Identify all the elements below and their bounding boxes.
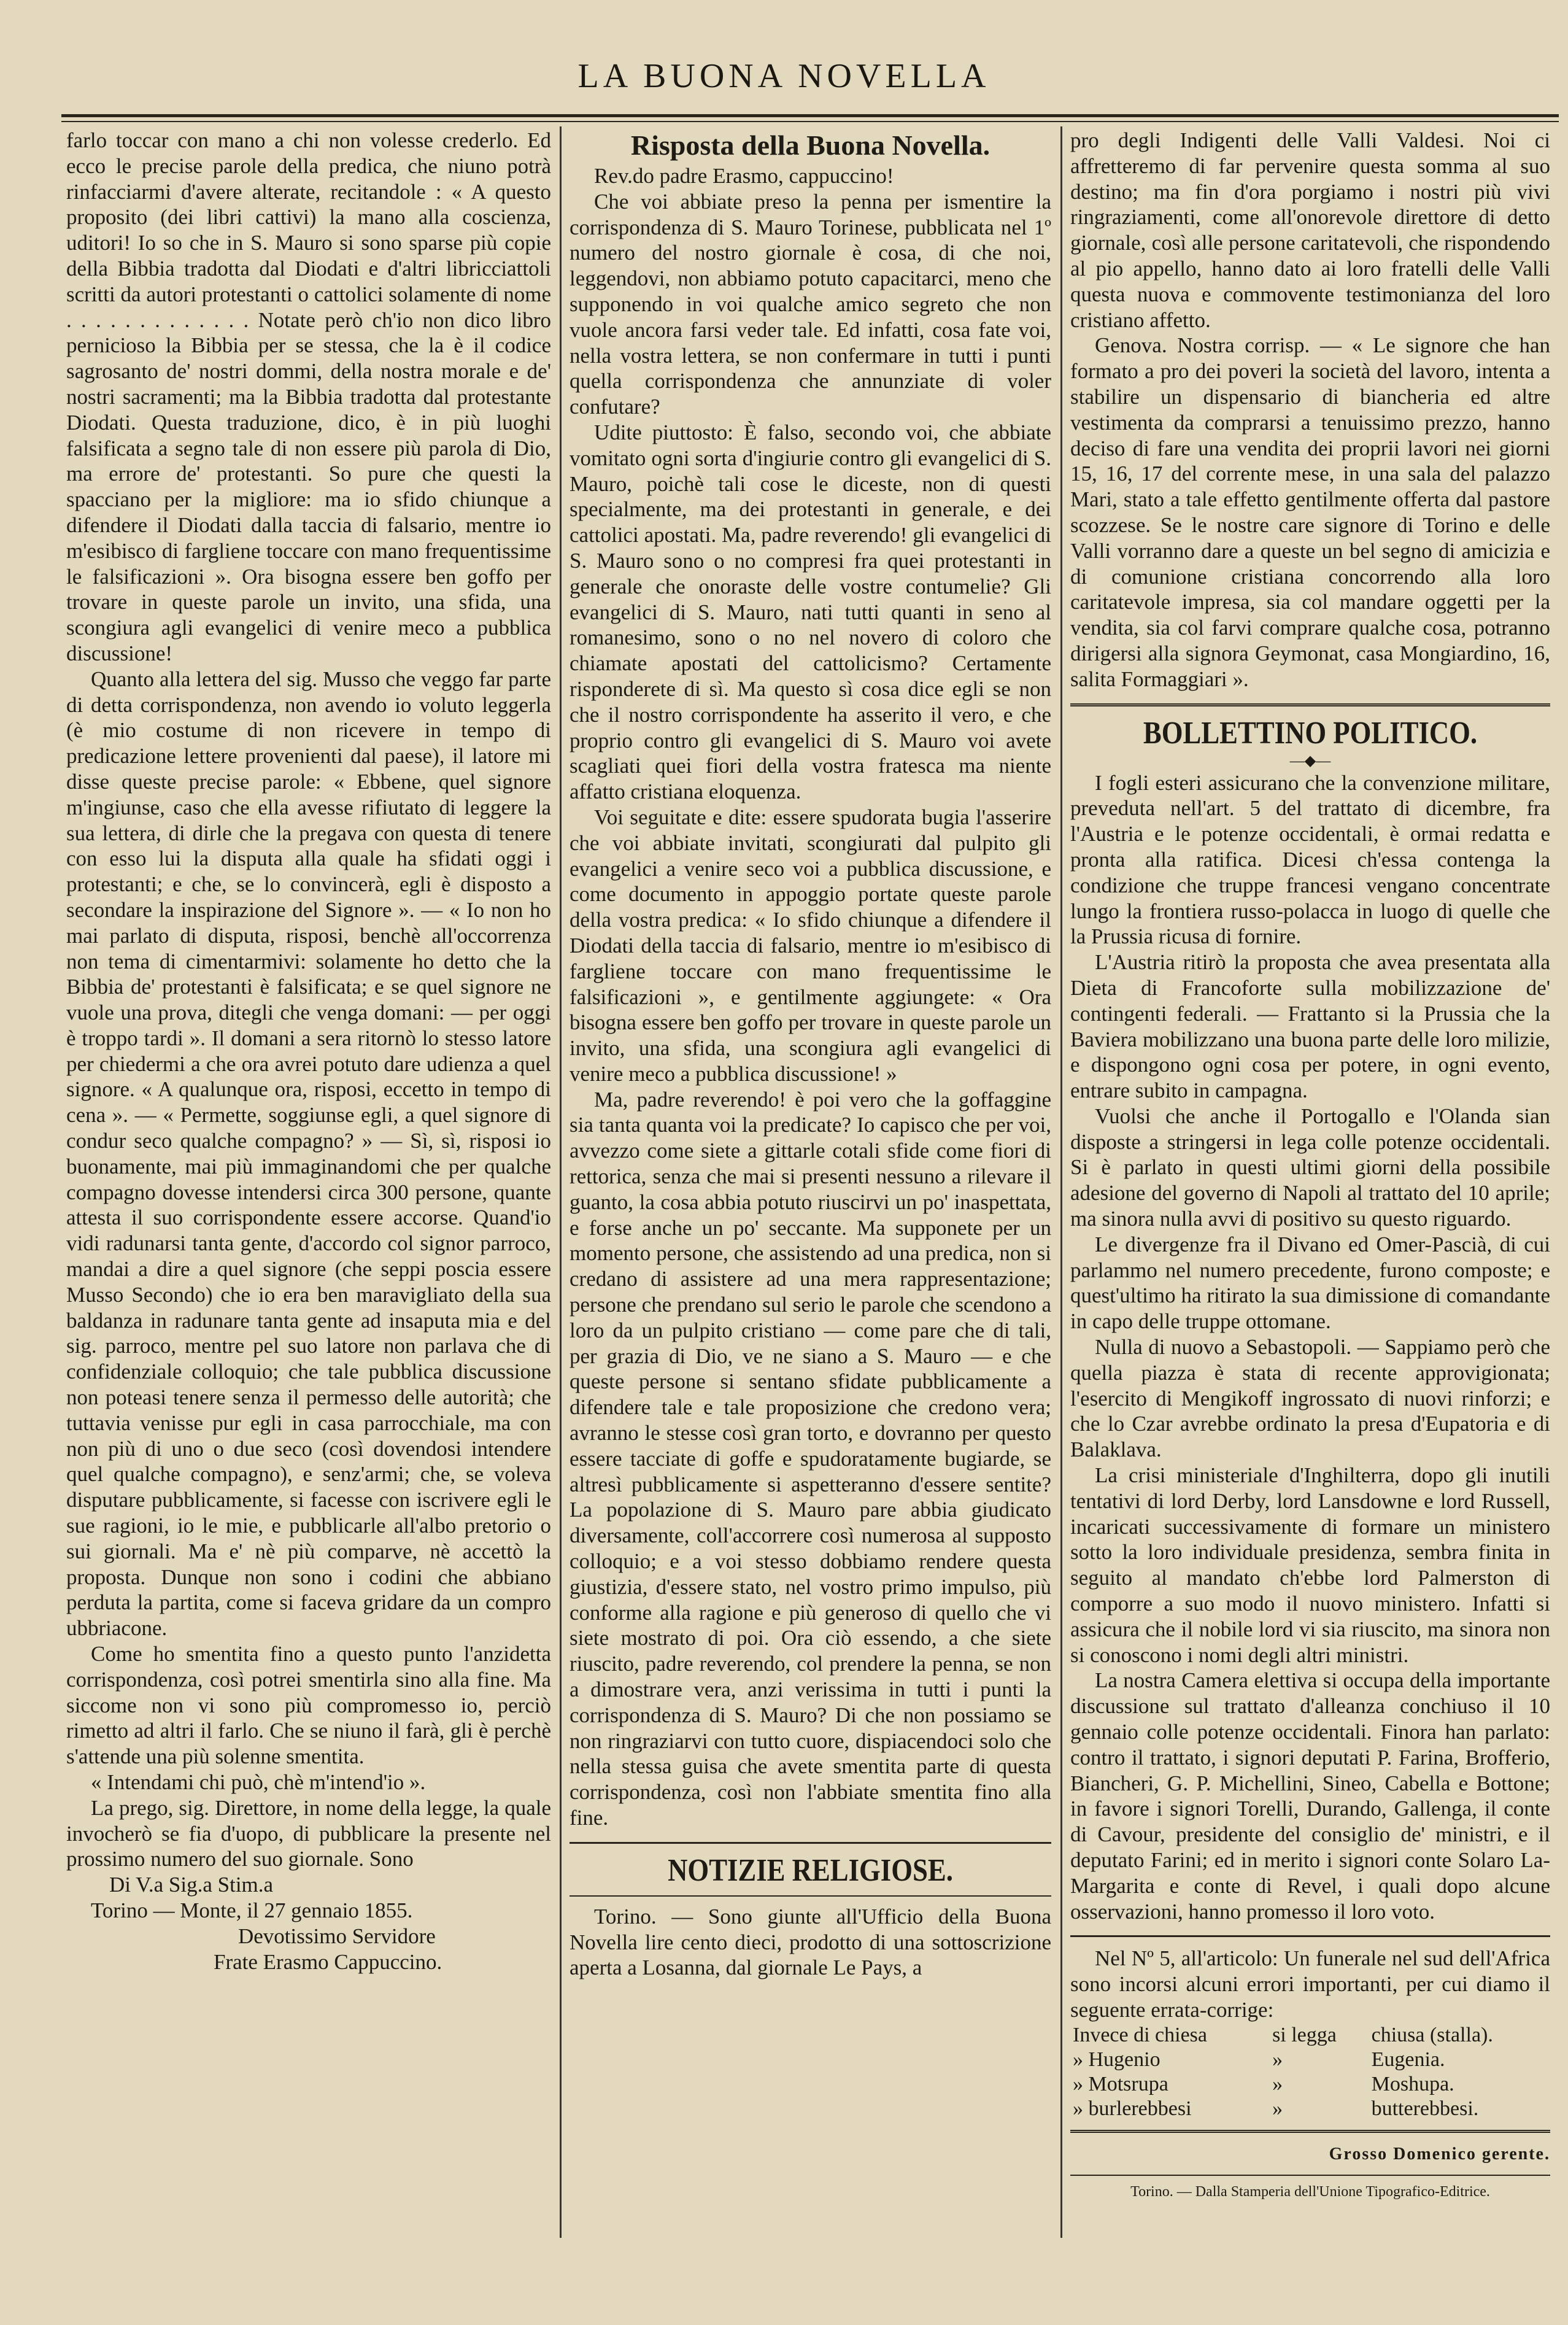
bollettino-paragraph: La nostra Camera elettiva si occupa della importante discussione sul trattato d'alleanza conchiuso il 10 gennaio colle potenze occidentali. Finora han parlato: contro il trattato, i signori deputati P. Farina, Brofferio, Biancheri, G. P. Michellini, Sineo, Cabella e Bottone; in favore i signori Torelli, Durando, Gallenga, il conte di Cavour, presidente del consiglio de' ministri, e il deputato Farini; ed in merito i signori conte Solaro La-Margarita e conte di Revel, i quali dopo alcune osservazioni, hanno promesso il loro voto. [1070, 1668, 1550, 1924]
errata-wrong: » Motsrupa [1073, 2072, 1168, 2095]
col3-paragraph: Genova. Nostra corrisp. — « Le signore che han formato a pro dei poveri la società del lavoro, intenta a stabilire un dispensario di biancheria ed altre vestimenta da comprarsi a tenuissimo prezzo, hanno deciso di fare una vendita dei proprii lavori nei giorni 15, 16, 17 del corrente mese, in una sala del palazzo Mari, stato a tale effetto gentilmente offerta dal pastore scozzese. Se le nostre care signore di Torino e delle Valli vorranno dare a queste un bel segno di amicizia e di comunione cristiana concorrendo alla loro caritatevole impresa, sia col mandare oggetti per la vendita, sia col farvi comprare qualche cosa, potranno dirigersi alla signora Geymonat, casa Mongiardino, 16, salita Formaggiari ». [1070, 333, 1550, 691]
bollettino-paragraph: L'Austria ritirò la proposta che avea presentata alla Dieta di Francoforte sulla mobilizzazione de' contingenti federali. — Frattanto si la Prussia che la Baviera mobilizzano una buona parte delle loro milizie, e dispongono ogni cosa per potere, in ogni evento, entrare subito in campagna. [1070, 950, 1550, 1103]
col1-paragraph: Come ho smentita fino a questo punto l'anzidetta corrispondenza, così potrei smentirla sino alla fine. Ma siccome non vi sono più compromesso io, perciò rimetto ad altri il farlo. Che se niuno il farà, gli è perchè s'attende una più solenne smentita. [66, 1642, 551, 1769]
errata-table [1070, 2023, 1550, 2121]
errata-marker: » [1272, 2048, 1283, 2071]
letter-devoted: Devotissimo Servidore [238, 1924, 436, 1948]
masthead-title: LA BUONA NOVELLA [577, 57, 991, 95]
errata-marker: si legga [1272, 2023, 1337, 2046]
errata-correct: Moshupa. [1371, 2072, 1454, 2095]
errata-row [1070, 2048, 1550, 2072]
col1-paragraph: farlo toccar con mano a chi non volesse crederlo. Ed ecco le precise parole della predica, che niuno potrà rinfacciarmi d'avere alterate, recitandole : « A questo proposito (dei libri cattivi) la mano alla coscienza, uditori! Io so che in S. Mauro si sono sparse più copie della Bibbia tradotta dal Diodati e d'altri libricciattoli scritti da autori protestanti o cattolici solamente di nome . . . . . . . . . . . . . Notate però ch'io non dico libro pernicioso la Bibbia per se stessa, che la è il codice sagrosanto de' nostri dommi, della nostra morale e de' nostri sacramenti; ma la Bibbia tradotta dal protestante Diodati. Questa traduzione, dico, è in più luoghi falsificata a segno tale di non essere più parola di Dio, ma errore de' protestanti. So pure che questi la spacciano per la migliore: ma io sfido chiunque a difendere il Diodati dalla taccia di falsario, mentre io m'esibisco di fargliene toccare con mano frequentissime le falsificazioni ». Ora bisogna essere ben goffo per trovare in queste parole un invito, una sfida, una scongiura agli evangelici di venire meco a pubblica discussione! [66, 128, 551, 665]
section-rule [570, 1895, 1051, 1897]
column-2 [570, 128, 1051, 1981]
col1-paragraph: La prego, sig. Direttore, in nome della legge, la quale invocherò se fia d'uopo, di pubblicare la presente nel prossimo numero del suo giornale. Sono [66, 1795, 551, 1871]
column-1 [66, 128, 551, 1975]
errata-wrong: » burlerebbesi [1073, 2097, 1192, 2120]
errata-correct: butterebbesi. [1371, 2097, 1479, 2120]
bollettino-paragraph: I fogli esteri assicurano che la convenzione militare, preveduta nell'art. 5 del trattato di dicembre, fra l'Austria e le potenze occidentali, è ormai redatta e pronta alla ratifica. Dicesi ch'essa contenga la condizione che truppe francesi vengano concentrate lungo la frontiera russo-polacca in luogo di quelle che la Prussia ricusa di fornire. [1070, 770, 1550, 949]
col1-quote: « Intendami chi può, chè m'intend'io ». [91, 1770, 426, 1794]
section-rule [570, 1842, 1051, 1844]
bollettino-paragraph: Vuolsi che anche il Portogallo e l'Olanda sian disposte a stringersi in lega colle potenze occidentali. Si è parlato in questi ultimi giorni della possibile adesione del governo di Napoli al trattato del 10 aprile; ma sinora nulla avvi di positivo su questo riguardo. [1070, 1104, 1550, 1231]
notizie-paragraph: Torino. — Sono giunte all'Ufficio della Buona Novella lire cento dieci, prodotto di una sottoscrizione aperta a Losanna, dal giornale Le Pays, a [570, 1904, 1051, 1980]
errata-row [1070, 2023, 1550, 2048]
bollettino-paragraph: Le divergenze fra il Divano ed Omer-Pascià, di cui parlammo nel numero precedente, furono composte; e quest'ultimo ha ritirato la sua dimissione di comandante in capo delle truppe ottomane. [1070, 1232, 1550, 1334]
column-3 [1070, 128, 1550, 2205]
errata-wrong: » Hugenio [1073, 2048, 1161, 2071]
ornament-divider: —◆— [1289, 752, 1331, 769]
printer-line: Torino. — Dalla Stamperia dell'Unione Tipografico-Editrice. [1130, 2183, 1490, 2200]
errata-wrong: Invece di chiesa [1073, 2023, 1207, 2046]
section-rule [1070, 2130, 1550, 2133]
errata-row [1070, 2097, 1550, 2121]
gerente-line: Grosso Domenico gerente. [1329, 2144, 1550, 2164]
letter-closing: Di V.a Sig.a Stim.a [109, 1873, 274, 1897]
bollettino-paragraph: Nulla di nuovo a Sebastopoli. — Sappiamo però che quella piazza è stata di recente approvigionata; l'esercito di Mengikoff ingrossato di nuovi rinforzi; e che lo Czar avrebbe ordinato la presa d'Eupatoria e di Balaklava. [1070, 1335, 1550, 1462]
errata-correct: chiusa (stalla). [1371, 2023, 1493, 2046]
reply-salutation: Rev.do padre Erasmo, cappuccino! [594, 164, 894, 188]
letter-place-date: Torino — Monte, il 27 gennaio 1855. [91, 1898, 413, 1922]
reply-title: Risposta della Buona Novella. [630, 130, 991, 161]
col3-paragraph: pro degli Indigenti delle Valli Valdesi. Noi ci affretteremo di far pervenire questa somma al suo destino; ma fin d'ora porgiamo i nostri più vivi ringraziamenti, come all'onorevole direttore di detto giornale, così alle persone caritatevoli, che rispondendo al pio appello, hanno dato ai loro fratelli delle Valli questa nuova e commovente testimonianza del loro cristiano affetto. [1070, 128, 1550, 332]
errata-correct: Eugenia. [1371, 2048, 1445, 2071]
letter-signature: Frate Erasmo Cappuccino. [214, 1949, 442, 1974]
reply-paragraph: Voi seguitate e dite: essere spudorata bugia l'asserire che voi abbiate invitati, scongiurati dal pulpito gli evangelici a venire seco voi a pubblica discussione, e come documento in appoggio portate queste parole della vostra predica: « Io sfido chiunque a difendere il Diodati della taccia di falsario, mentre io m'esibisco di fargliene toccare con mano frequentissime le falsificazioni », e gentilmente aggiungete: « Ora bisogna essere ben goffo per trovare in queste parole un invito, una sfida, una scongiura agli evangelici di venire meco a pubblica discussione! » [570, 805, 1051, 1086]
errata-row [1070, 2072, 1550, 2097]
col1-paragraph: Quanto alla lettera del sig. Musso che veggo far parte di detta corrispondenza, non avendo io voluto leggerla (è mio costume di non ricevere in tempo di predicazione lettere provenienti dal paese), il latore mi disse queste precise parole: « Ebbene, quel signore m'ingiunse, caso che ella avesse rifiutato di leggere la sua lettera, di dirle che la pregava con questa di tenere con esso lui la disputa alla quale ha sfidati oggi i protestanti; e che, se lo convincerà, egli è disposto a secondare la inspirazione del Signore ». — « Io non ho mai parlato di disputa, risposi, benchè all'occorrenza non tema di cimentarmivi: solamente ho detto che la Bibbia de' protestanti è falsificata; e se quel signore ne vuole una prova, ditegli che venga domani: — per oggi è troppo tardi ». Il domani a sera ritornò lo stesso latore per chiedermi a che ora avrei potuto dare udienza a quel signore. « A qualunque ora, risposi, eccetto in tempo di cena ». — « Permette, soggiunse egli, a quel signore di condur seco qualche compagno? » — Sì, sì, risposi io buonamente, mai più immaginandomi che per qualche compagno dovesse intendersi circa 300 persone, quante attesta il suo corrispondente essere accorse. Quand'io vidi radunarsi tanta gente, d'accordo col signor parroco, mandai a dire a quel signore (che seppi poscia essere Musso Secondo) che io era ben maravigliato della sua baldanza in radunare tanta gente ad insaputa mia e del sig. parroco, mentre pel suo latore non parlava che di confidenziale colloquio; che tale pubblica discussione non poteasi tenere senza il permesso delle autorità; che tuttavia venisse pur egli in casa parrocchiale, ma con non più di uno o due seco (così dovendosi intendere quel qualche compagno), e senz'armi; che, se voleva disputare pubblicamente, si facesse con iscrivere egli le sue ragioni, io le mie, e pubblicarle all'albo pretorio o sui giornali. Ma e' nè più comparve, nè accettò la proposta. Dunque non sono i codini che abbiano perduta la partita, come si faceva gridare da un compro ubbriacone. [66, 667, 551, 1641]
section-rule [1070, 2175, 1550, 2176]
errata-marker: » [1272, 2072, 1283, 2095]
errata-marker: » [1272, 2097, 1283, 2120]
header-rule [61, 114, 1559, 122]
reply-paragraph: Udite piuttosto: È falso, secondo voi, che abbiate vomitato ogni sorta d'ingiurie contro gli evangelici di S. Mauro, poichè tali cose le diceste, non di questi specialmente, ma dei protestanti in generale, e dei cattolici apostati. Ma, padre reverendo! gli evangelici di S. Mauro sono o no compresi fra quei protestanti in generale che onoraste delle vostre contumelie? Gli evangelici di S. Mauro, nati tutti quanti in seno al romanesimo, sono o no nel novero di coloro che chiamate apostati del cattolicismo? Certamente risponderete di sì. Ma questo sì cosa dice egli se non che il nostro corrispondente ha asserito il vero, e che proprio contro gli evangelici di S. Mauro voi avete scagliati quei fiori della vostra fratesca ma niente affatto cristiana eloquenza. [570, 420, 1051, 804]
notizie-title: NOTIZIE RELIGIOSE. [668, 1852, 953, 1888]
reply-paragraph: Ma, padre reverendo! è poi vero che la goffaggine sia tanta quanta voi la predicate? Io capisco che per voi, avvezzo come siete a gittarle cotali sfide come fiori di rettorica, senza che mai si presenti nessuno a rilevare il guanto, la cosa abbia potuto riuscirvi un po' inaspettata, e forse anche un po' seccante. Ma supponete per un momento persone, che assistendo ad una predica, non si credano di assistere ad una mera rappresentazione; persone che prendano sul serio le parole che scendono a loro da un pulpito cristiano — come pare che di tali, per grazia di Dio, ve ne siano a S. Mauro — e che queste persone si sentano sfidate pubblicamente a difendere tale e tale proposizione che credono vera; avranno le stesse così gran torto, e dovranno per questo essere tacciate di goffe e spudoratamente bugiarde, se altresì pubblicamente si aspetteranno d'essere sentite? La popolazione di S. Mauro pare abbia giudicato diversamente, coll'accorrere così numerosa al supposto colloquio; e a voi stesso dobbiamo rendere questa giustizia, d'essere stato, nel vostro primo impulso, più conforme alla ragione e più generoso di quello che vi siete mostrato di poi. Ora ciò essendo, a che siete riuscito, padre reverendo, col prendere la penna, se non a dimostrare vera, anzi verissima in tutti i punti la corrispondenza di S. Mauro? Di che non possiamo se non ringraziarvi con tutto cuore, dispiacendoci solo che nella stessa guisa che avete smentita parte di questa corrispondenza, così non l'abbiate smentita fino alla fine. [570, 1087, 1051, 1830]
column-divider [1060, 126, 1062, 2238]
bollettino-title: BOLLETTINO POLITICO. [1143, 715, 1478, 751]
errata-intro: Nel Nº 5, all'articolo: Un funerale nel sud dell'Africa sono incorsi alcuni errori importanti, per cui diamo il seguente errata-corrige: [1070, 1946, 1550, 2022]
section-rule [1070, 1935, 1550, 1937]
reply-paragraph: Che voi abbiate preso la penna per ismentire la corrispondenza di S. Mauro Torinese, pubblicata nel 1º numero del nostro giornale è cosa, di che noi, leggendovi, non abbiamo potuto capacitarci, meno che supponendo in voi qualche amico segreto che non vuole ancora farsi veder tale. Ed infatti, cosa fate voi, nella vostra lettera, se non confermare in tutti i punti quella corrispondenza che annunziate di voler confutare? [570, 189, 1051, 419]
column-divider [560, 126, 562, 2238]
bollettino-paragraph: La crisi ministeriale d'Inghilterra, dopo gli inutili tentativi di lord Derby, lord Lansdowne e lord Russell, incaricati successivamente di formare un ministero sotto la loro individuale presidenza, sembra finita in seguito al mandato ch'ebbe lord Palmerston di comporre a suo modo il nuovo ministero. Infatti si assicura che il nobile lord vi sia riuscito, ma sinora non si conoscono i nomi degli altri ministri. [1070, 1463, 1550, 1667]
section-rule [1070, 703, 1550, 706]
